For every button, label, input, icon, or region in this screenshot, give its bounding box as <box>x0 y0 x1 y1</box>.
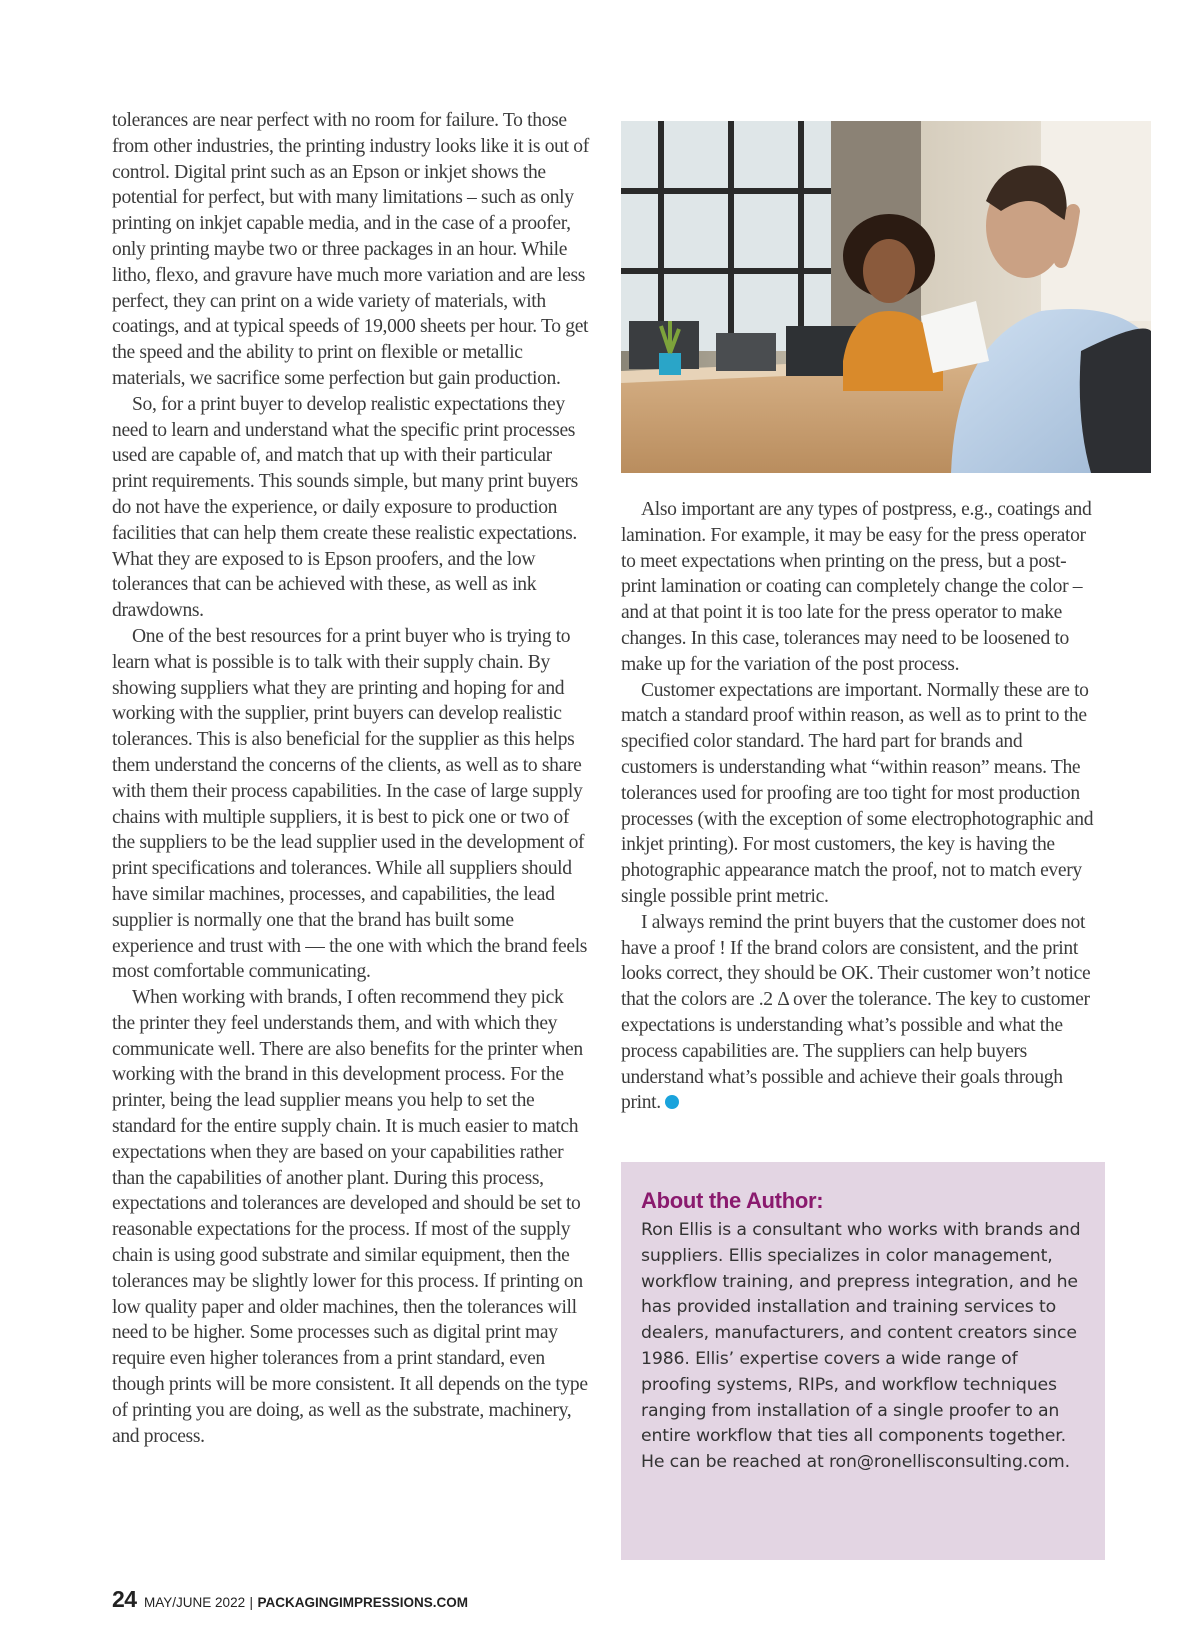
about-the-author-heading: About the Author: <box>641 1188 824 1213</box>
article-paragraph <box>621 910 1101 1116</box>
article-right-column <box>621 497 1101 1116</box>
article-paragraph: One of the best resources for a print buyer who is trying to learn what is possible is to talk with their supply chain. By showing suppliers what they are printing and hoping for and working with the supplier, print buyers can develop realistic tolerances. This is also beneficial for the supplier as this helps them understand the concerns of the clients, as well as to share with them their process capabilities. In the case of large supply chains with multiple suppliers, it is best to pick one or two of the suppliers to be the lead supplier used in the development of print specifications and tolerances. While all suppliers should have similar machines, processes, and capabilities, the lead supplier is normally one that the brand has built some experience and trust with — the one with which the brand feels most comfortable communicating. <box>112 625 588 983</box>
article-paragraph: When working with brands, I often recommend they pick the printer they feel understands them, and with which they communicate well. There are also benefits for the printer when working with the brand in this development process. For the printer, being the lead supplier means you help to set the standard for the entire supply chain. It is much easier to match expectations when they are based on your capabilities rather than the capabilities of another plant. During this process, expectations and tolerances are developed and should be set to reasonable expectations for the process. If most of the supply chain is using good substrate and similar equipment, then the tolerances may be slightly lower for this process. If printing on low quality paper and older machines, then the tolerances will need to be higher. Some processes such as digital print may require even higher tolerances from a print standard, even though prints will be more consistent. It all depends on the type of printing you are doing, as well as the substrate, machinery, and process. <box>112 987 588 1447</box>
page-footer <box>112 1586 468 1613</box>
article-paragraph: Customer expectations are important. Normally these are to match a standard proof within reason, as well as to print to the specified color standard. The hard part for brands and customers is understanding what “within reason” means. The tolerances used for proofing are too tight for most production processes (with the exception of some electrophotographic and inkjet printing). For most customers, the key is having the photographic appearance match the proof, not to match every single possible print metric. <box>621 679 1094 907</box>
article-paragraph: So, for a print buyer to develop realistic expectations they need to learn and understand what the specific print processes used are capable of, and match that up with their particular print requirements. This sounds simple, but many print buyers do not have the experience, or daily exposure to production facilities that can help them create these realistic expectations. What they are exposed to is Epson proofers, and the low tolerances that can be achieved with these, as well as ink drawdowns. <box>112 393 578 622</box>
article-photo <box>621 121 1151 473</box>
page-number: 24 <box>112 1586 137 1612</box>
author-bio: Ron Ellis is a consultant who works with brands and suppliers. Ellis specializes in color management, workflow training, and prepress integration, and he has provided installation and training services to dealers, manufacturers, and content creators since 1986. Ellis’ expertise covers a wide range of proofing systems, RIPs, and workflow techniques ranging from installation of a single proofer to an entire workflow that ties all components together. He can be reached at ron@ronellisconsulting.com. <box>641 1220 1081 1473</box>
end-of-article-mark <box>665 1095 679 1109</box>
site-name: PACKAGINGIMPRESSIONS.COM <box>257 1595 469 1610</box>
about-the-author-box <box>621 1162 1105 1560</box>
office-meeting-illustration <box>621 121 1151 473</box>
article-paragraph-text: I always remind the print buyers that the customer does not have a proof ! If the brand colors are consistent, and the print looks correct, they should be OK. Their customer won’t notice that the colors are .2 Δ over the tolerance. The key to customer expectations is understanding what’s possible and what the process capabilities are. The suppliers can help buyers understand what’s possible and achieve their goals through print. <box>621 911 1091 1114</box>
article-paragraph: tolerances are near perfect with no room for failure. To those from other industries, the printing industry looks like it is out of control. Digital print such as an Epson or inkjet shows the potential for perfect, but with many limitations – such as only printing on inkjet capable media, and in the case of a proofer, only printing maybe two or three packages in an hour. While litho, flexo, and gravure have much more variation and are less perfect, they can print on a wide variety of materials, with coatings, and at typical speeds of 19,000 sheets per hour. To get the speed and the ability to print on flexible or metallic materials, we sacrifice some perfection but gain production. <box>112 110 589 389</box>
issue-date: MAY/JUNE 2022 <box>144 1595 246 1610</box>
article-left-column <box>112 108 590 1449</box>
article-paragraph: Also important are any types of postpress, e.g., coatings and lamination. For example, it may be easy for the press operator to meet expectations when printing on the press, but a post-print lamination or coating can completely change the color – and at that point it is too late for the press operator to make changes. In this case, tolerances may need to be loosened to make up for the variation of the post process. <box>621 499 1092 675</box>
footer-separator: | <box>249 1595 254 1610</box>
